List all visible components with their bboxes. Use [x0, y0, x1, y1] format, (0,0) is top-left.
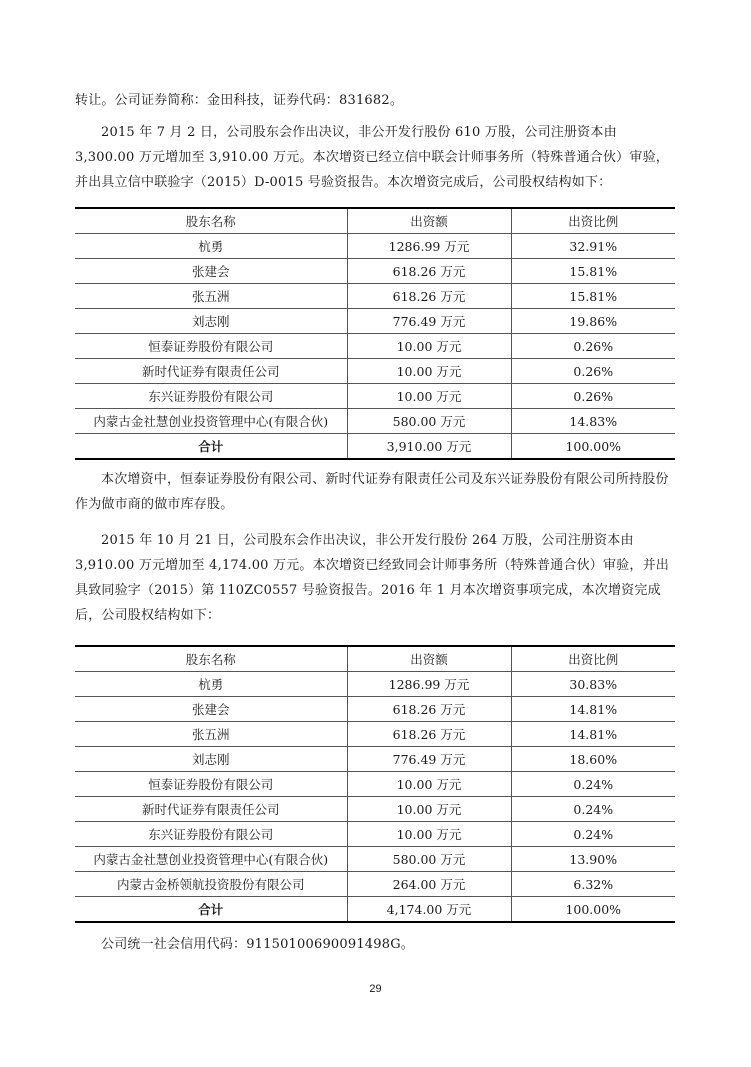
contribution-amount: 10.00 万元	[347, 797, 511, 822]
table-row	[75, 359, 675, 384]
table-row	[75, 284, 675, 309]
table-row	[75, 847, 675, 872]
table-row	[75, 797, 675, 822]
shareholder-name: 新时代证券有限责任公司	[75, 359, 347, 384]
paragraph-market-maker-note: 本次增资中，恒泰证券股份有限公司、新时代证券有限责任公司及东兴证券股份有限公司所持股份作为做市商的做市库存股。	[75, 472, 669, 512]
header-shareholder-name: 股东名称	[75, 646, 347, 672]
table-row	[75, 384, 675, 409]
contribution-amount: 776.49 万元	[347, 747, 511, 772]
table-row	[75, 259, 675, 284]
contribution-ratio: 0.26%	[511, 359, 675, 384]
page-number: 29	[369, 983, 382, 995]
contribution-amount: 1286.99 万元	[347, 672, 511, 697]
table-row	[75, 697, 675, 722]
contribution-ratio: 13.90%	[511, 847, 675, 872]
contribution-ratio: 19.86%	[511, 309, 675, 334]
table-total-row	[75, 897, 675, 923]
shareholding-table-2	[75, 645, 675, 923]
contribution-ratio: 14.81%	[511, 722, 675, 747]
total-amount: 3,910.00 万元	[347, 434, 511, 460]
contribution-amount: 618.26 万元	[347, 259, 511, 284]
shareholder-name: 新时代证券有限责任公司	[75, 797, 347, 822]
contribution-ratio: 14.81%	[511, 697, 675, 722]
contribution-amount: 10.00 万元	[347, 822, 511, 847]
contribution-ratio: 0.24%	[511, 822, 675, 847]
contribution-amount: 10.00 万元	[347, 384, 511, 409]
header-contribution-amount: 出资额	[347, 646, 511, 672]
total-label: 合计	[75, 434, 347, 460]
contribution-ratio: 30.83%	[511, 672, 675, 697]
shareholder-name: 东兴证券股份有限公司	[75, 384, 347, 409]
contribution-ratio: 0.24%	[511, 772, 675, 797]
shareholder-name: 刘志刚	[75, 747, 347, 772]
total-ratio: 100.00%	[511, 434, 675, 460]
table-row	[75, 409, 675, 434]
contribution-amount: 10.00 万元	[347, 334, 511, 359]
table-row	[75, 722, 675, 747]
shareholder-name: 张五洲	[75, 284, 347, 309]
contribution-ratio: 0.26%	[511, 334, 675, 359]
shareholder-name: 恒泰证券股份有限公司	[75, 772, 347, 797]
table-row	[75, 309, 675, 334]
table-header-row	[75, 208, 675, 234]
table-header-row	[75, 646, 675, 672]
shareholder-name: 内蒙古金桥领航投资股份有限公司	[75, 872, 347, 897]
total-ratio: 100.00%	[511, 897, 675, 923]
table-total-row	[75, 434, 675, 460]
table-row	[75, 672, 675, 697]
contribution-amount: 580.00 万元	[347, 409, 511, 434]
contribution-ratio: 14.83%	[511, 409, 675, 434]
paragraph-credit-code: 公司统一社会信用代码：91150100690091498G。	[101, 937, 414, 952]
shareholder-name: 刘志刚	[75, 309, 347, 334]
table-row	[75, 772, 675, 797]
header-contribution-ratio: 出资比例	[511, 208, 675, 234]
shareholding-table-1	[75, 207, 675, 460]
shareholder-name: 恒泰证券股份有限公司	[75, 334, 347, 359]
shareholder-name: 东兴证券股份有限公司	[75, 822, 347, 847]
table-row	[75, 872, 675, 897]
header-contribution-ratio: 出资比例	[511, 646, 675, 672]
shareholder-name: 张建会	[75, 259, 347, 284]
contribution-ratio: 0.24%	[511, 797, 675, 822]
contribution-amount: 618.26 万元	[347, 284, 511, 309]
shareholder-name: 张建会	[75, 697, 347, 722]
table-row	[75, 334, 675, 359]
contribution-ratio: 6.32%	[511, 872, 675, 897]
contribution-amount: 10.00 万元	[347, 359, 511, 384]
contribution-amount: 10.00 万元	[347, 772, 511, 797]
contribution-amount: 264.00 万元	[347, 872, 511, 897]
shareholder-name: 杭勇	[75, 234, 347, 259]
contribution-ratio: 15.81%	[511, 259, 675, 284]
shareholder-name: 内蒙古金社慧创业投资管理中心(有限合伙)	[75, 847, 347, 872]
contribution-amount: 580.00 万元	[347, 847, 511, 872]
contribution-amount: 776.49 万元	[347, 309, 511, 334]
contribution-ratio: 18.60%	[511, 747, 675, 772]
contribution-amount: 618.26 万元	[347, 697, 511, 722]
contribution-amount: 1286.99 万元	[347, 234, 511, 259]
contribution-ratio: 32.91%	[511, 234, 675, 259]
shareholder-name: 内蒙古金社慧创业投资管理中心(有限合伙)	[75, 409, 347, 434]
shareholder-name: 张五洲	[75, 722, 347, 747]
header-contribution-amount: 出资额	[347, 208, 511, 234]
contribution-ratio: 15.81%	[511, 284, 675, 309]
paragraph-transfer-note: 转让。公司证券简称：金田科技，证券代码：831682。	[75, 93, 404, 108]
header-shareholder-name: 股东名称	[75, 208, 347, 234]
total-amount: 4,174.00 万元	[347, 897, 511, 923]
table-row	[75, 234, 675, 259]
shareholder-name: 杭勇	[75, 672, 347, 697]
paragraph-capital-increase-2015-07: 2015 年 7 月 2 日，公司股东会作出决议，非公开发行股份 610 万股，公司注册资本由 3,300.00 万元增加至 3,910.00 万元。本次增资已经立信中联会计师事务所（特殊普通合伙）审验，并出具立信中联验字（2015）D-0015 号验资报告。本次增资完成后，公司股权结构如下：	[75, 125, 669, 190]
table-row	[75, 822, 675, 847]
paragraph-capital-increase-2015-10: 2015 年 10 月 21 日，公司股东会作出决议，非公开发行股份 264 万股，公司注册资本由 3,910.00 万元增加至 4,174.00 万元。本次增资已经致同会计师事务所（特殊普通合伙）审验，并出具致同验字（2015）第 110ZC0557 号验资报告。2016 年 1 月本次增资事项完成，本次增资完成后，公司股权结构如下：	[75, 533, 669, 623]
table-row	[75, 747, 675, 772]
contribution-ratio: 0.26%	[511, 384, 675, 409]
contribution-amount: 618.26 万元	[347, 722, 511, 747]
total-label: 合计	[75, 897, 347, 923]
